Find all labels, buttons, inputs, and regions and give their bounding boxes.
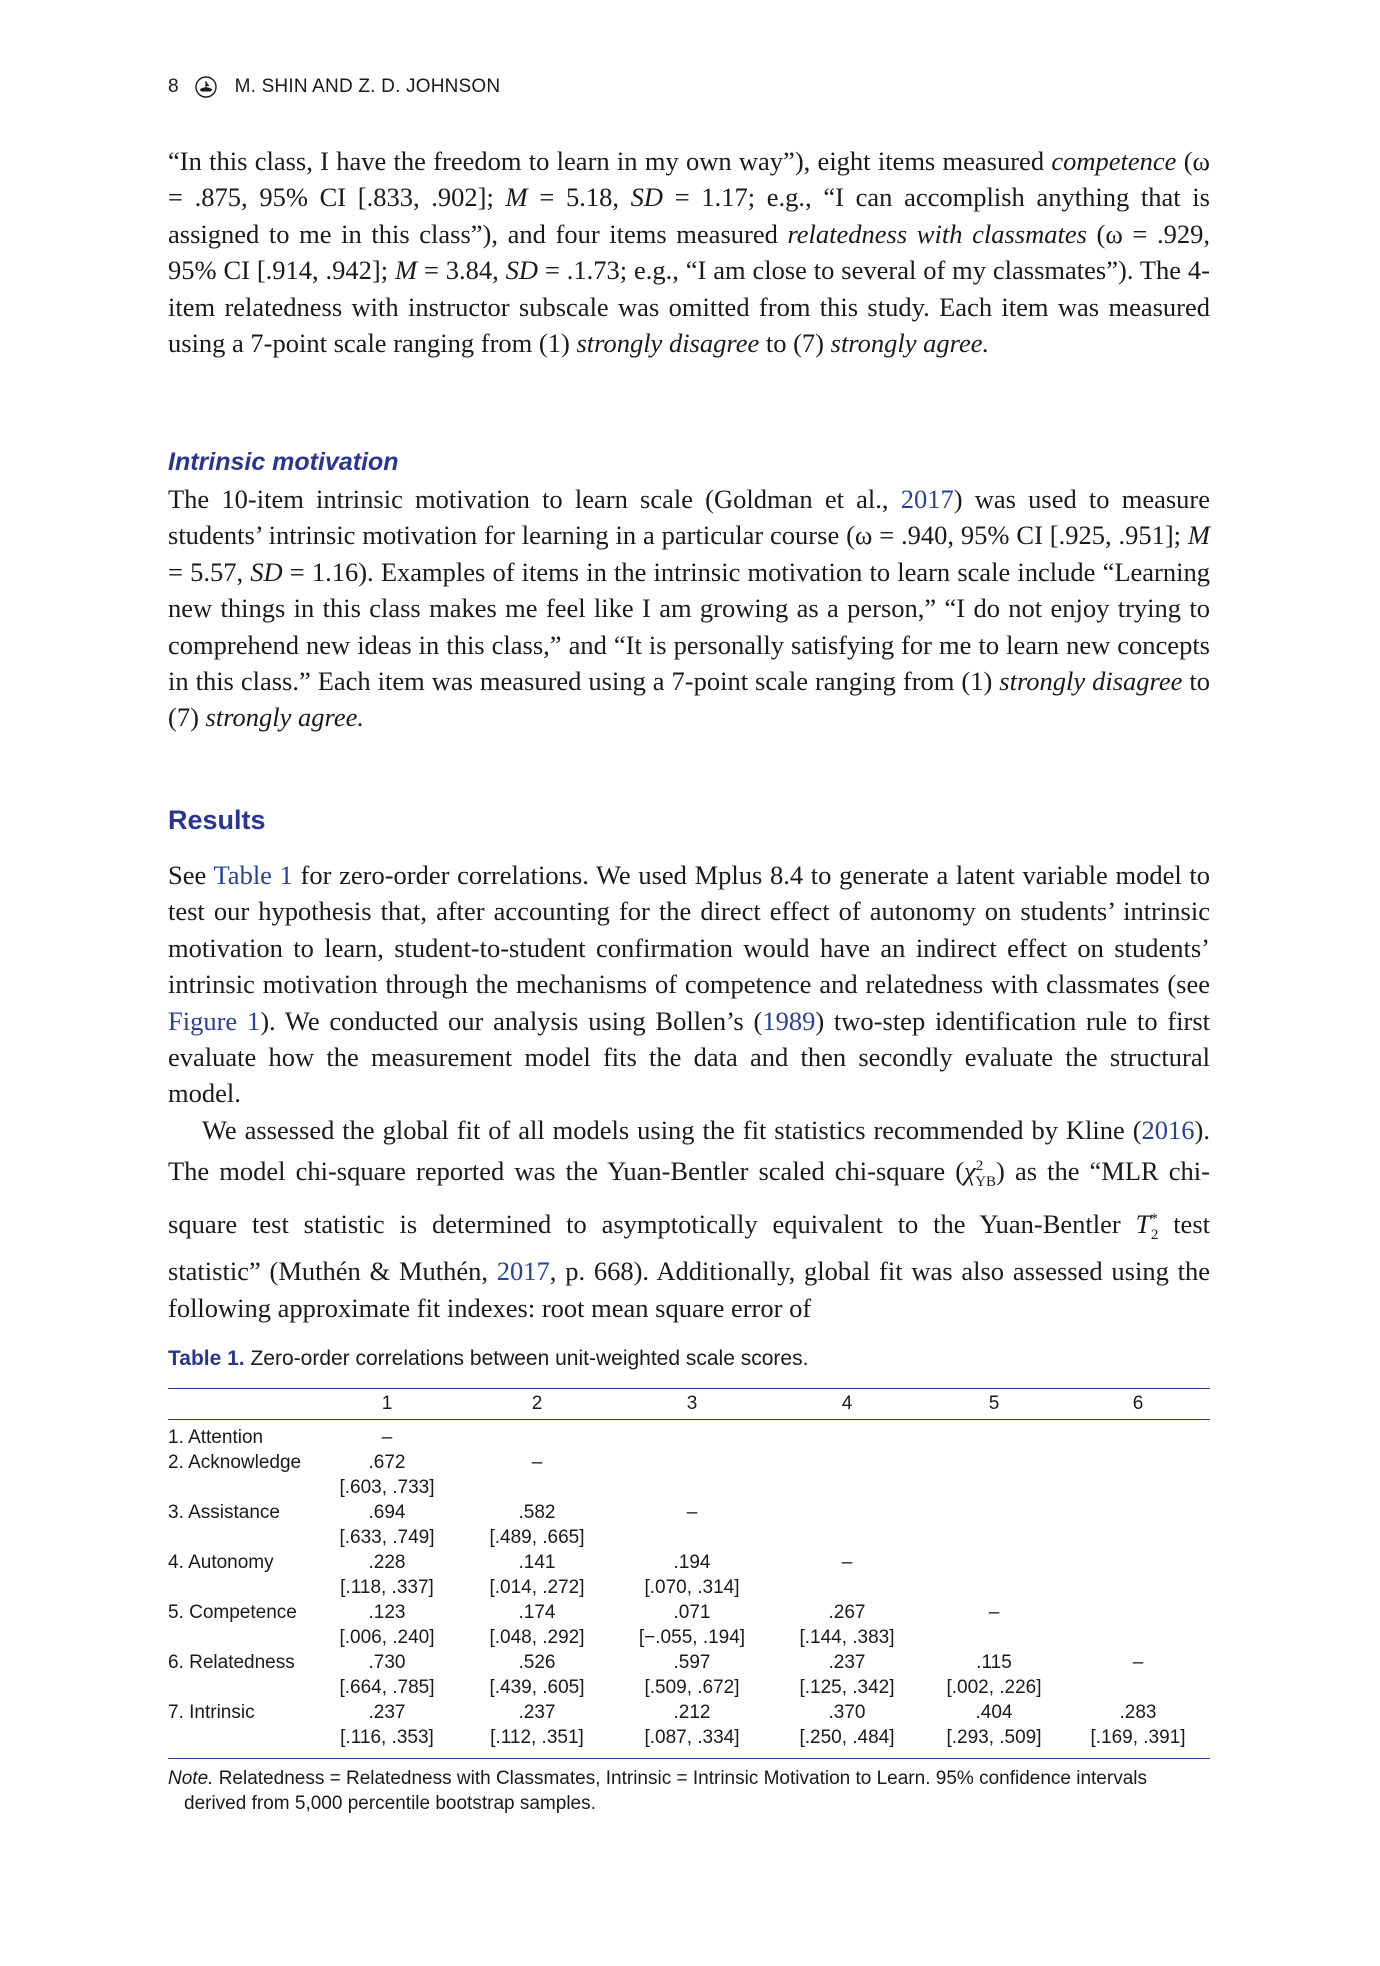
table-header-cell: 6 — [1132, 1393, 1144, 1414]
confidence-interval-cell: [.118, .337] — [340, 1577, 434, 1598]
correlation-cell: – — [841, 1552, 853, 1573]
running-header — [168, 72, 500, 102]
intrinsic-motivation-paragraph: The 10-item intrinsic motivation to learn scale (Goldman et al., 2017) was used to measure students’ intrinsic motivation for learning in a particular course (ω = .940, 95% CI [.925, .951]; M = 5.57, SD = 1.16). Examples of items in the intrinsic motivation to learn scale include “Learning new things in this class makes me feel like I am growing as a person,” “I do not enjoy trying to comprehend new ideas in this class,” and “It is personally satisfying for me to learn new concepts in this class.” Each item was measured using a 7-point scale ranging from (1) strongly disagree to (7) strongly agree. — [168, 484, 1211, 733]
results-heading: Results — [168, 805, 266, 835]
correlation-cell: .115 — [976, 1652, 1012, 1673]
correlation-cell — [612, 1450, 772, 1475]
intrinsic-motivation-heading: Intrinsic motivation — [168, 448, 399, 476]
confidence-interval-cell: [.603, .733] — [339, 1477, 435, 1498]
row-label: 3. Assistance — [168, 1502, 280, 1523]
correlation-cell: .526 — [518, 1652, 556, 1673]
ci-row-blank — [168, 1625, 312, 1650]
correlation-cell: .071 — [673, 1602, 711, 1623]
results-paragraph-2: We assessed the global fit of all models using the fit statistics recommended by Kline (2016). The model chi-square reported was the Yuan-Bentler scaled chi-square $(\chi^2_{YB})$ as the “MLR chi-square test statistic is determined to asymptotically equivalent to the Yuan-Bentler $T^*_2$ test statistic” (Muthén & Muthén, 2017, p. 668). Additionally, global fit was also assessed using the following approximate fit indexes: root mean square error of — [168, 1114, 1210, 1323]
correlation-cell — [1066, 1500, 1210, 1525]
confidence-interval-cell — [1066, 1625, 1210, 1650]
measures-paragraph: “In this class, I have the freedom to learn in my own way”), eight items measured competence (ω = .875, 95% CI [.833, .902]; M = 5.18, SD = 1.17; e.g., “I can accomplish anything that is assigned to me in this class”), and four items measured relatedness with classmates (ω = .929, 95% CI [.914, .942]; M = 3.84, SD = .1.73; e.g., “I am close to several of my classmates”). The 4-item relatedness with instructor subscale was omitted from this study. Each item was measured using a 7-point scale ranging from (1) strongly disagree to (7) strongly agree. — [168, 146, 1210, 359]
figure-1-link[interactable]: Figure 1 — [168, 1005, 261, 1036]
confidence-interval-cell — [612, 1525, 772, 1550]
correlation-cell: .694 — [368, 1502, 406, 1523]
row-label: 6. Relatedness — [168, 1652, 295, 1673]
confidence-interval-cell: [.633, .749] — [339, 1527, 435, 1548]
correlation-cell: .597 — [673, 1652, 711, 1673]
note-label: Note. — [168, 1768, 214, 1789]
citation-link-2017[interactable]: 2017 — [900, 484, 954, 514]
confidence-interval-cell: [.087, .334] — [644, 1727, 740, 1748]
results-paragraph-1: See Table 1 for zero-order correlations. We used Mplus 8.4 to generate a latent variable model to test our hypothesis that, after accounting for the direct effect of autonomy on students’ intrinsic motivation to learn, student-to-student confirmation would have an indirect effect on students’ intrinsic motivation through the mechanisms of competence and relatedness with classmates (see Figure 1). We conducted our analysis using Bollen’s (1989) two-step identification rule to first evaluate how the measurement model fits the data and then secondly evaluate the structural model. — [168, 860, 1211, 1109]
correlation-cell: – — [686, 1502, 698, 1523]
confidence-interval-cell — [612, 1475, 772, 1500]
running-head-authors: M. SHIN AND Z. D. JOHNSON — [234, 76, 501, 97]
correlation-cell: .123 — [368, 1602, 406, 1623]
citation-link-2016[interactable]: 2016 — [1141, 1114, 1195, 1145]
confidence-interval-cell: [.006, .240] — [339, 1627, 435, 1648]
correlation-cell: .267 — [828, 1602, 866, 1623]
table-row — [168, 1500, 1210, 1525]
confidence-interval-cell — [772, 1525, 922, 1550]
confidence-interval-cell: [.144, .383] — [799, 1627, 895, 1648]
confidence-interval-cell: [.125, .342] — [799, 1677, 895, 1698]
correlation-cell: .404 — [975, 1702, 1013, 1723]
confidence-interval-cell — [1066, 1475, 1210, 1500]
table-header-cell: 2 — [531, 1393, 543, 1414]
correlation-cell — [1066, 1450, 1210, 1475]
confidence-interval-cell: [.439, .605] — [489, 1677, 585, 1698]
confidence-interval-cell: [.070, .314] — [644, 1577, 740, 1598]
correlation-cell — [1066, 1600, 1210, 1625]
page-number: 8 — [168, 76, 179, 97]
table-row — [168, 1700, 1210, 1725]
correlation-cell: .283 — [1119, 1702, 1157, 1723]
table-1-caption: Table 1. Zero-order correlations between unit-weighted scale scores. — [168, 1347, 809, 1370]
table-ci-row — [168, 1675, 1210, 1700]
correlation-cell: .237 — [828, 1652, 866, 1673]
table-ci-row — [168, 1525, 1210, 1550]
confidence-interval-cell: [.014, .272] — [489, 1577, 585, 1598]
confidence-interval-cell: [.250, .484] — [799, 1727, 895, 1748]
ci-row-blank — [168, 1575, 312, 1600]
confidence-interval-cell: [.048, .292] — [489, 1627, 585, 1648]
table-row — [168, 1600, 1210, 1625]
table-ci-row — [168, 1725, 1210, 1750]
confidence-interval-cell — [1066, 1575, 1210, 1600]
row-label: 2. Acknowledge — [168, 1452, 302, 1473]
correlation-cell — [922, 1450, 1066, 1475]
row-label: 1. Attention — [168, 1427, 264, 1448]
table-row — [168, 1450, 1210, 1475]
correlation-cell — [772, 1500, 922, 1525]
confidence-interval-cell — [922, 1525, 1066, 1550]
correlation-cell: .194 — [673, 1552, 711, 1573]
correlation-cell: – — [988, 1602, 1000, 1623]
ci-row-blank — [168, 1725, 312, 1750]
confidence-interval-cell — [922, 1575, 1066, 1600]
table-header-cell: 5 — [988, 1393, 1000, 1414]
correlation-cell: .228 — [368, 1552, 406, 1573]
correlation-cell: – — [381, 1427, 393, 1448]
confidence-interval-cell: [.116, .353] — [340, 1727, 434, 1748]
confidence-interval-cell: [.293, .509] — [946, 1727, 1042, 1748]
citation-link-2017b[interactable]: 2017 — [496, 1256, 550, 1287]
correlation-cell — [922, 1500, 1066, 1525]
citation-link-1989[interactable]: 1989 — [762, 1005, 816, 1036]
correlation-cell — [462, 1425, 612, 1450]
correlation-cell: .582 — [518, 1502, 556, 1523]
confidence-interval-cell: [.002, .226] — [946, 1677, 1042, 1698]
confidence-interval-cell — [772, 1475, 922, 1500]
table-row — [168, 1650, 1210, 1675]
row-label: 4. Autonomy — [168, 1552, 274, 1573]
correlation-cell: – — [531, 1452, 543, 1473]
correlation-cell: .237 — [518, 1702, 556, 1723]
confidence-interval-cell: [.489, .665] — [489, 1527, 585, 1548]
confidence-interval-cell: [.169, .391] — [1090, 1727, 1186, 1748]
confidence-interval-cell: [.664, .785] — [339, 1677, 435, 1698]
correlation-cell — [922, 1550, 1066, 1575]
publisher-logo-icon — [195, 76, 217, 98]
correlation-cell: .212 — [673, 1702, 711, 1723]
correlation-cell — [922, 1425, 1066, 1450]
correlation-cell: .370 — [828, 1702, 866, 1723]
results-body — [168, 857, 1210, 1326]
correlation-cell: .237 — [368, 1702, 406, 1723]
correlation-cell: .730 — [368, 1652, 406, 1673]
row-label: 5. Competence — [168, 1602, 297, 1623]
correlation-cell: .141 — [518, 1552, 556, 1573]
correlation-cell — [772, 1450, 922, 1475]
correlation-table — [168, 1389, 1210, 1750]
correlation-cell: .174 — [518, 1602, 556, 1623]
correlation-cell: – — [1132, 1652, 1144, 1673]
confidence-interval-cell — [462, 1475, 612, 1500]
table-ci-row — [168, 1475, 1210, 1500]
table-ci-row — [168, 1625, 1210, 1650]
table-ci-row — [168, 1575, 1210, 1600]
confidence-interval-cell: [.509, .672] — [644, 1677, 740, 1698]
confidence-interval-cell — [1066, 1525, 1210, 1550]
table-bottom-rule — [168, 1758, 1210, 1759]
table-row — [168, 1425, 1210, 1450]
table-1-label: Table 1. — [168, 1347, 245, 1370]
correlation-cell: .672 — [368, 1452, 406, 1473]
confidence-interval-cell: [−.055, .194] — [638, 1627, 746, 1648]
ci-row-blank — [168, 1475, 312, 1500]
table-header-cell: 3 — [686, 1393, 698, 1414]
confidence-interval-cell — [922, 1475, 1066, 1500]
table-1-link[interactable]: Table 1 — [213, 860, 293, 890]
table-row — [168, 1550, 1210, 1575]
confidence-interval-cell: [.112, .351] — [490, 1727, 584, 1748]
table-header-row — [168, 1389, 1210, 1419]
correlation-cell — [772, 1425, 922, 1450]
confidence-interval-cell — [1066, 1675, 1210, 1700]
confidence-interval-cell — [922, 1625, 1066, 1650]
ci-row-blank — [168, 1675, 312, 1700]
correlation-cell — [1066, 1550, 1210, 1575]
ci-row-blank — [168, 1525, 312, 1550]
correlation-cell — [612, 1425, 772, 1450]
table-header-cell: 4 — [841, 1393, 853, 1414]
correlation-cell — [1066, 1425, 1210, 1450]
table-header-cell: 1 — [381, 1393, 393, 1414]
table-note: Note. Relatedness = Relatedness with Classmates, Intrinsic = Intrinsic Motivation to Learn. 95% confidence intervals derived from 5,000 percentile bootstrap samples. — [168, 1768, 1147, 1814]
table-header-cell — [168, 1389, 312, 1419]
confidence-interval-cell — [772, 1575, 922, 1600]
row-label: 7. Intrinsic — [168, 1702, 255, 1723]
